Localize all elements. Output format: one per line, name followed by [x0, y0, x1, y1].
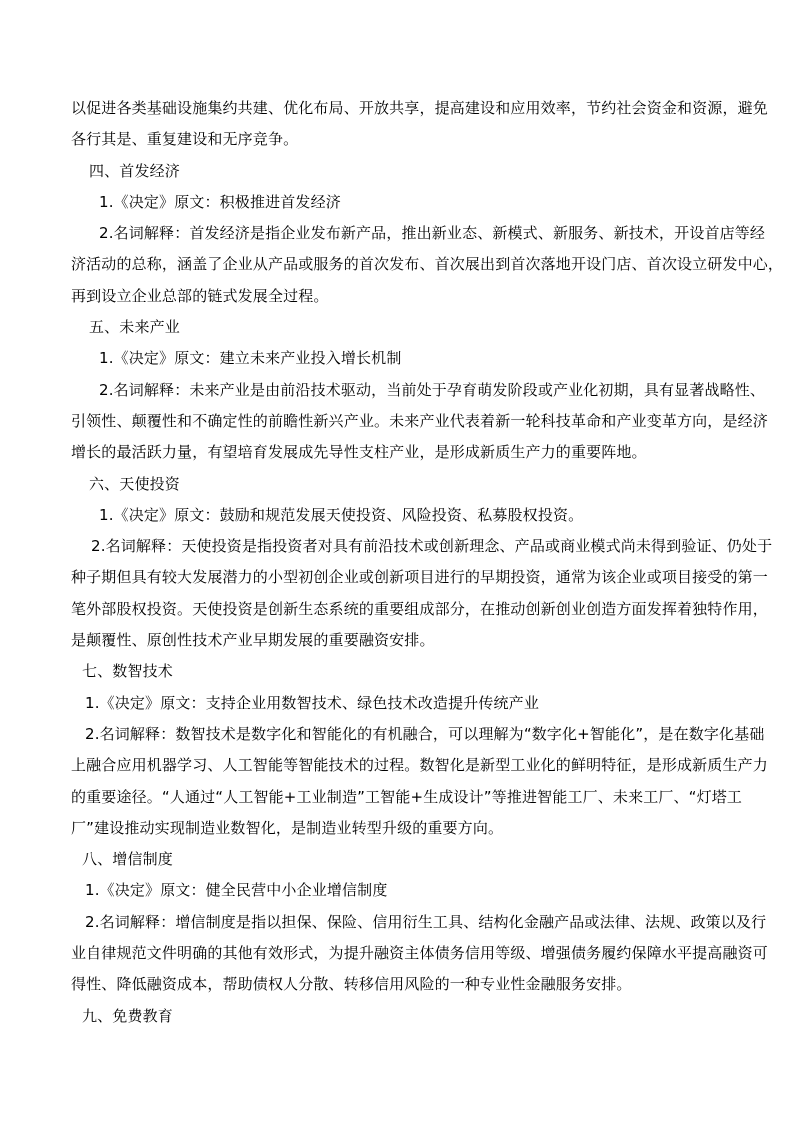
paragraph-line: 的重要途径。“人通过“人工智能+工业制造”工智能+生成设计”等推进智能工厂、未来工厂、“灯塔工	[71, 787, 743, 806]
paragraph-line: 济活动的总称，涵盖了企业从产品或服务的首次发布、首次展出到首次落地开设门店、首次设立研发中心，	[71, 255, 784, 274]
decision-text: 1.《决定》原文：鼓励和规范发展天使投资、风险投资、私募股权投资。	[99, 505, 584, 524]
term-explanation: 2.名词解释：增信制度是指以担保、保险、信用衍生工具、结构化金融产品或法律、法规、政策以及行	[85, 912, 767, 931]
term-explanation: 2.名词解释：首发经济是指企业发布新产品，推出新业态、新模式、新服务、新技术，开设首店等经	[99, 224, 766, 243]
term-explanation: 2.名词解释：天使投资是指投资者对具有前沿技术或创新理念、产品或商业模式尚未得到验证、仍处于	[91, 537, 773, 556]
paragraph-line: 得性、降低融资成本，帮助债权人分散、转移信用风险的一种专业性金融服务安排。	[71, 975, 632, 994]
paragraph-line: 引领性、颠覆性和不确定性的前瞻性新兴产业。未来产业代表着新一轮科技革命和产业变革方向，是经济	[71, 411, 768, 430]
paragraph-line: 业自律规范文件明确的其他有效形式，为提升融资主体债务信用等级、增强债务履约保障水平提高融资可	[71, 944, 768, 963]
paragraph-line: 各行其是、重复建设和无序竞争。	[71, 130, 299, 149]
paragraph-line: 上融合应用机器学习、人工智能等智能技术的过程。数智化是新型工业化的鲜明特征，是形成新质生产力	[71, 756, 768, 775]
decision-text: 1.《决定》原文：健全民营中小企业增信制度	[85, 881, 388, 900]
section-heading: 七、数智技术	[82, 662, 173, 681]
paragraph-line: 再到设立企业总部的链式发展全过程。	[71, 286, 329, 305]
section-heading: 六、天使投资	[89, 474, 180, 493]
document-body	[71, 93, 784, 1032]
term-explanation: 2.名词解释：数智技术是数字化和智能化的有机融合，可以理解为“数字化+智能化”，是在数字化基础	[85, 724, 765, 743]
decision-text: 1.《决定》原文：积极推进首发经济	[99, 192, 341, 211]
paragraph-line: 种子期但具有较大发展潜力的小型初创企业或创新项目进行的早期投资，通常为该企业或项目接受的第一	[71, 568, 768, 587]
section-heading: 八、增信制度	[82, 850, 173, 869]
paragraph-line: 笔外部股权投资。天使投资是创新生态系统的重要组成部分，在推动创新创业创造方面发挥着独特作用，	[71, 599, 768, 618]
term-explanation: 2.名词解释：未来产业是由前沿技术驱动，当前处于孕育萌发阶段或产业化初期，具有显著战略性、	[99, 380, 766, 399]
decision-text: 1.《决定》原文：支持企业用数智技术、绿色技术改造提升传统产业	[85, 693, 539, 712]
paragraph-line: 是颠覆性、原创性技术产业早期发展的重要融资安排。	[71, 631, 435, 650]
paragraph-line: 厂”建设推动实现制造业数智化，是制造业转型升级的重要方向。	[71, 818, 504, 837]
paragraph-line: 增长的最活跃力量，有望培育发展成先导性支柱产业，是形成新质生产力的重要阵地。	[71, 443, 647, 462]
paragraph-line: 以促进各类基础设施集约共建、优化布局、开放共享，提高建设和应用效率，节约社会资金和资源，避免	[71, 99, 768, 117]
section-heading: 五、未来产业	[89, 318, 180, 337]
decision-text: 1.《决定》原文：建立未来产业投入增长机制	[99, 349, 402, 368]
section-heading: 九、免费教育	[82, 1006, 173, 1025]
section-heading: 四、首发经济	[89, 161, 180, 180]
